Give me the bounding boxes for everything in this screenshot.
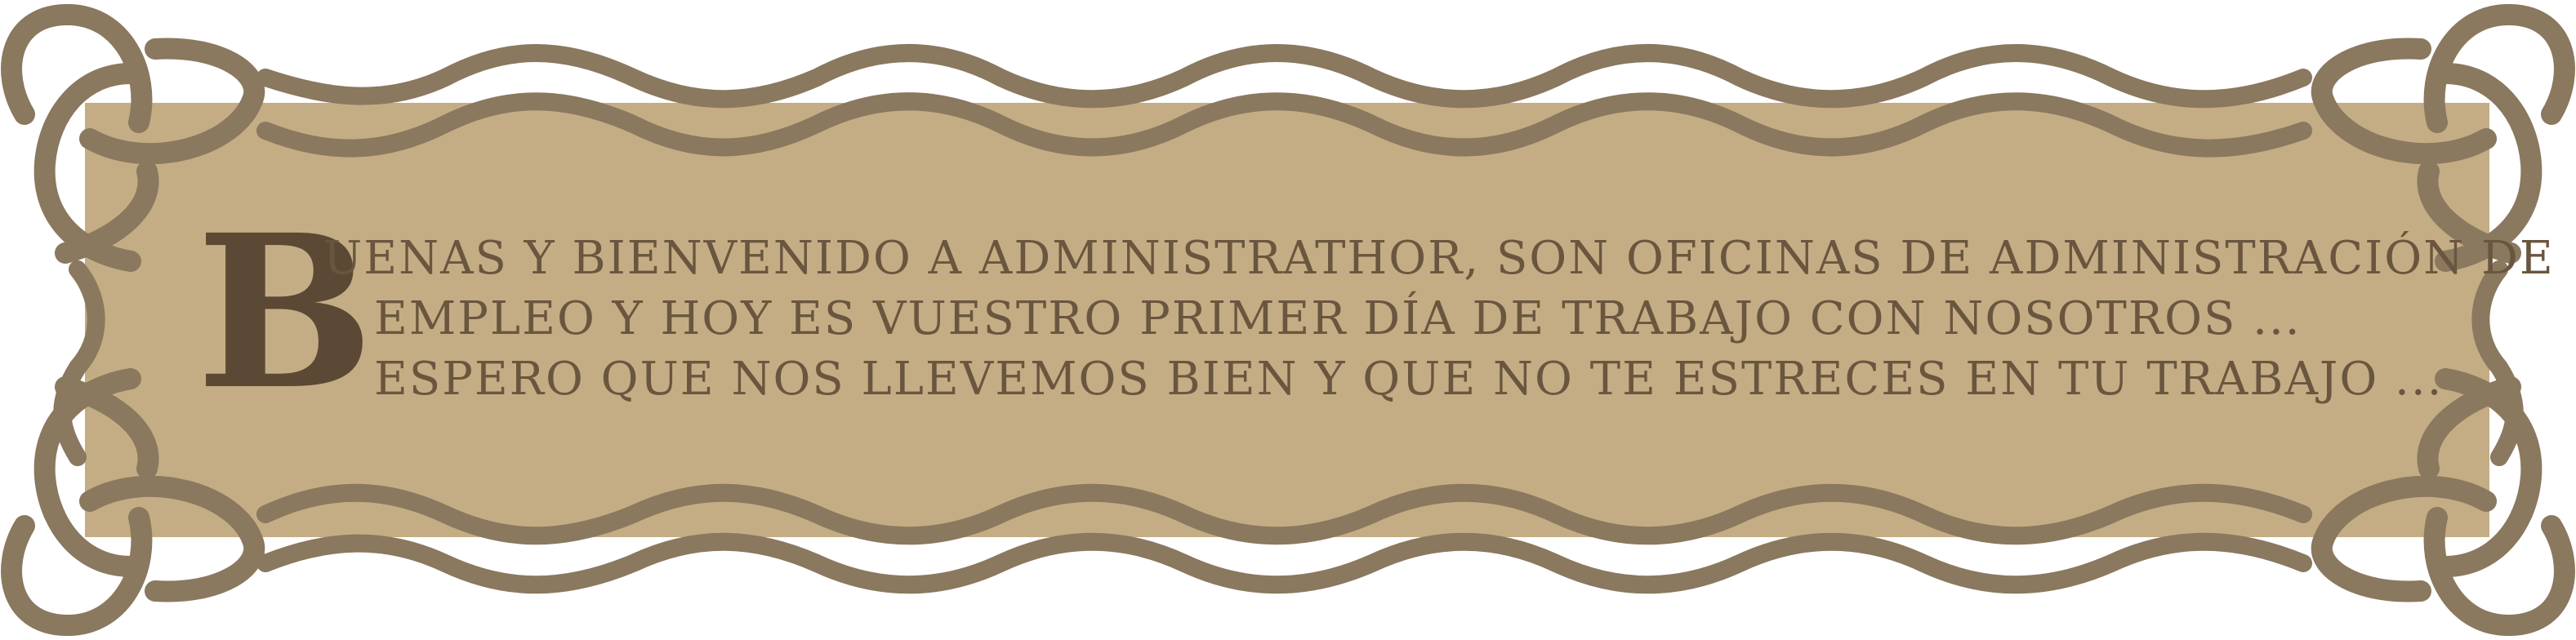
dialog-line-3: ESPERO QUE NOS LLEVEMOS BIEN Y QUE NO TE ESTRECES EN TU TRABAJO ...: [374, 353, 2444, 406]
dialog-line-2: EMPLEO Y HOY ES VUESTRO PRIMER DÍA DE TRABAJO CON NOSOTROS ...: [374, 292, 2302, 345]
drop-cap-initial: B: [196, 189, 375, 436]
rope-top: [265, 53, 2303, 99]
dialog-line-1: UENAS Y BIENVENIDO A ADMINISTRATHOR, SON OFICINAS DE ADMINISTRACIÓN DE: [323, 232, 2555, 285]
dialog-text-box[interactable]: [196, 189, 2555, 436]
rope-bottom: [265, 542, 2303, 585]
